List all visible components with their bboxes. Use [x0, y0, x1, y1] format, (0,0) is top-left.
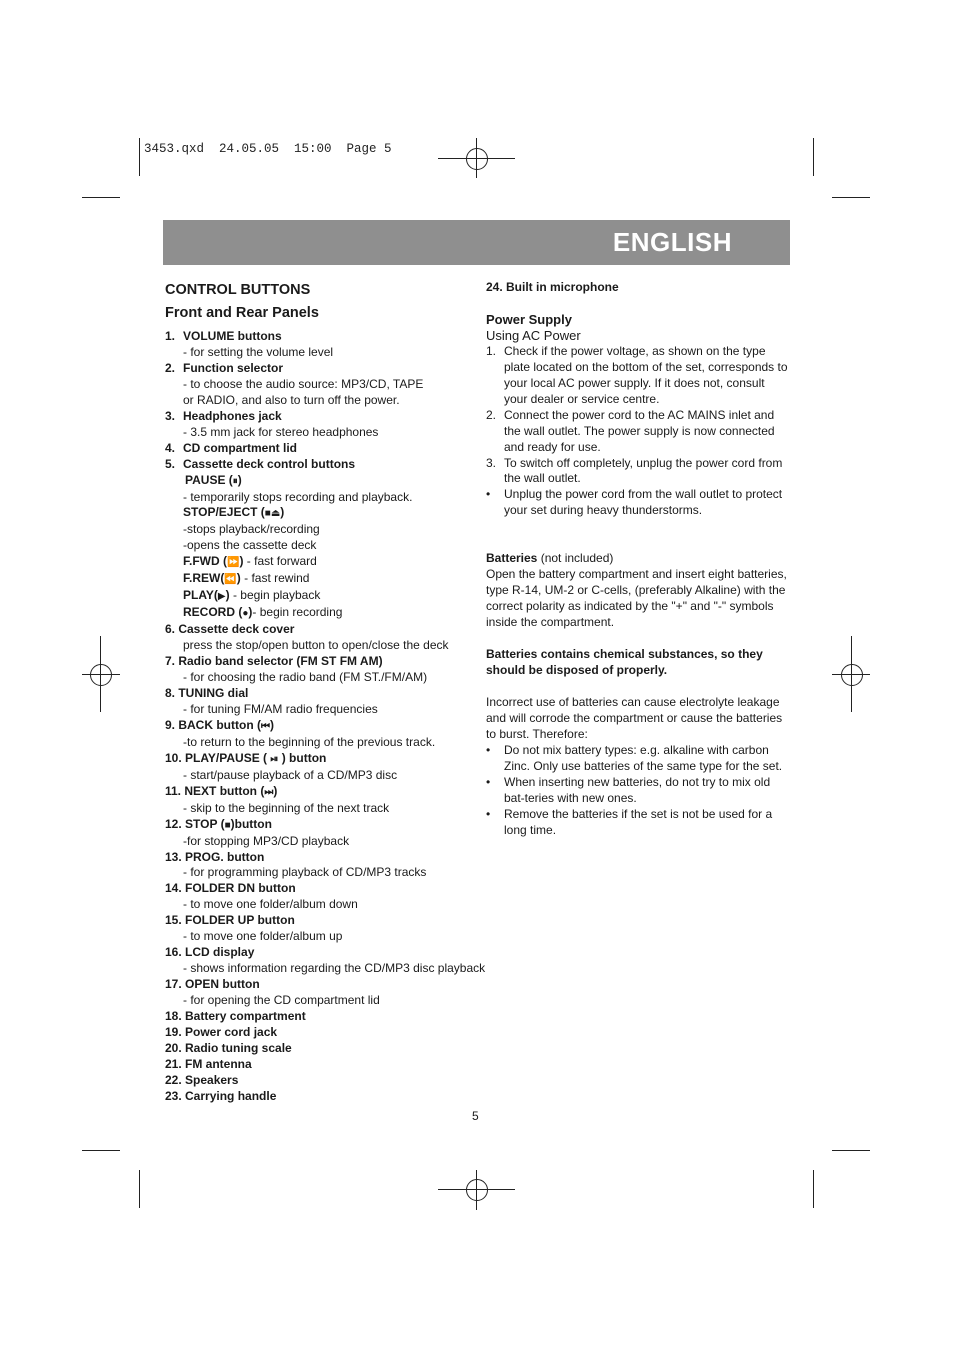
pause-icon: ⏸ [232, 475, 238, 487]
power-supply-subtitle: Using AC Power [486, 327, 581, 343]
item-description: - to move one folder/album down [183, 897, 358, 912]
item-text: Do not mix battery types: e.g. alkaline with carbon Zinc. Only use batteries of the same type for the set. [504, 742, 783, 773]
item-description: or RADIO, and also to turn off the power. [183, 392, 400, 407]
item-label: CD compartment lid [183, 440, 298, 455]
batteries-note: (not included) [537, 551, 614, 566]
item-description: -opens the cassette deck [183, 538, 317, 553]
label-text: F.FWD ( [183, 554, 227, 569]
label-text: ) [273, 783, 278, 798]
item-text: Check if the power voltage, as shown on the type plate located on the bottom of the set, corresponds to your local AC power supply. If it does not, consult your dealer or service centre. [504, 343, 788, 406]
spacer [486, 296, 791, 312]
bullet-item [486, 807, 791, 839]
item-label: VOLUME buttons [183, 329, 282, 343]
label-text: 12. STOP ( [165, 816, 225, 831]
list-item: 19. Power cord jack [165, 1024, 278, 1039]
section-title: CONTROL BUTTONS [165, 282, 311, 298]
label-desc: - begin recording [252, 605, 343, 620]
play-pause-icon: ⏯ [270, 753, 279, 765]
item-number: 1. [165, 329, 176, 343]
stop-icon: ■ [224, 819, 231, 831]
label-text: ) [280, 505, 285, 520]
skip-forward-icon: ⏭ [264, 786, 274, 798]
item-description: - to move one folder/album up [183, 929, 343, 944]
reg-mark-right-circle [841, 664, 863, 686]
list-item [165, 751, 475, 768]
list-item [165, 784, 475, 801]
item-text: Remove the batteries if the set is not be used for a long time. [504, 806, 773, 837]
label-text: 9. BACK button ( [165, 717, 261, 732]
record-label [165, 605, 475, 622]
bullet-item [486, 487, 791, 519]
label-text: PLAY( [183, 588, 218, 603]
spacer [486, 519, 791, 551]
list-item: 14. FOLDER DN button [165, 881, 296, 896]
list-item: 23. Carrying handle [165, 1088, 277, 1103]
item-number: 2. [486, 407, 497, 422]
list-item: 15. FOLDER UP button [165, 913, 295, 928]
label-text: )button [230, 816, 272, 831]
list-item [165, 329, 475, 345]
bullet-icon: • [486, 774, 491, 789]
item-number: 4. [165, 440, 176, 455]
right-column [486, 280, 791, 839]
label-desc: - fast forward [243, 554, 317, 569]
crop-mark-top-right-v [813, 138, 814, 176]
item-description: -to return to the beginning of the previous track. [183, 734, 436, 749]
item-text: To switch off completely, unplug the power cord from the wall outlet. [504, 455, 783, 486]
left-column [165, 280, 486, 1105]
label-text: ) [269, 717, 274, 732]
reg-mark-left-circle [90, 664, 112, 686]
list-item: 18. Battery compartment [165, 1009, 306, 1024]
bullet-icon: • [486, 487, 491, 502]
item-label: Headphones jack [183, 408, 282, 423]
record-icon: ● [242, 608, 249, 620]
power-supply-title: Power Supply [486, 311, 572, 327]
list-item: 21. FM antenna [165, 1056, 252, 1071]
banner-title: ENGLISH [612, 227, 732, 257]
label-text: ) button [278, 750, 327, 765]
item-description: -stops playback/recording [183, 522, 320, 537]
list-item [165, 718, 475, 735]
numbered-item [486, 456, 791, 488]
label-text: ) [237, 472, 242, 487]
item-text: When inserting new batteries, do not try to mix old bat-teries with new ones. [504, 774, 771, 805]
item-number: 2. [165, 360, 176, 375]
spacer [486, 679, 791, 695]
label-text: 10. PLAY/PAUSE ( [165, 750, 271, 765]
label-text: F.REW( [183, 571, 225, 586]
incorrect-use-text: Incorrect use of batteries can cause electrolyte leakage and will corrode the compartment or cause the batteries to burst. Therefore: [486, 695, 783, 741]
item-text: Unplug the power cord from the wall outlet to protect your set during heavy thunderstorms. [504, 487, 783, 518]
label-text: RECORD ( [183, 605, 243, 620]
batteries-heading [486, 551, 791, 567]
crop-mark-top-left-h [82, 197, 120, 198]
label-desc: - fast rewind [240, 571, 310, 586]
item-description: - to choose the audio source: MP3/CD, TAPE [183, 376, 424, 391]
list-item [165, 441, 475, 457]
frew-label [165, 571, 475, 588]
list-item: 7. Radio band selector (FM ST FM AM) [165, 654, 383, 669]
list-item [165, 409, 475, 425]
reg-mark-bottom-circle [466, 1179, 488, 1201]
label-desc: - begin playback [229, 588, 321, 603]
language-banner [163, 220, 790, 265]
crop-mark-top-left-v [139, 138, 140, 176]
reg-mark-top-circle [466, 148, 488, 170]
pause-label [165, 473, 475, 490]
item-description: press the stop/open button to open/close the deck [183, 638, 449, 653]
batteries-warning: Batteries contains chemical substances, so they should be disposed of properly. [486, 647, 763, 678]
crop-mark-bottom-right-h [832, 1150, 870, 1151]
item-number: 3. [486, 455, 497, 470]
item-description: - for choosing the radio band (FM ST./FM/AM) [183, 670, 428, 685]
list-item [165, 361, 475, 377]
list-item [165, 817, 475, 834]
label-text: ) [225, 588, 230, 603]
fast-forward-icon: ⏩ [227, 557, 240, 569]
item-description: - for opening the CD compartment lid [183, 993, 380, 1008]
item-description: - temporarily stops recording and playback. [183, 489, 413, 504]
bullet-icon: • [486, 806, 491, 821]
crop-mark-bottom-right-v [813, 1170, 814, 1208]
item-description: - for tuning FM/AM radio frequencies [183, 701, 378, 716]
rewind-icon: ⏪ [224, 574, 237, 586]
list-item: 8. TUNING dial [165, 685, 249, 700]
item-description: - start/pause playback of a CD/MP3 disc [183, 767, 398, 782]
numbered-item [486, 344, 791, 408]
label-text: ) [248, 605, 253, 620]
label-text: ) [239, 554, 244, 569]
item-description: - for programming playback of CD/MP3 tracks [183, 865, 427, 880]
batteries-text: Open the battery compartment and insert eight batteries, type R-14, UM-2 or C-cells, (preferably Alkaline) with the correct polarity as indicated by the "+" and "-" symbols inside the compartment. [486, 567, 787, 630]
item-description: - shows information regarding the CD/MP3 disc playback [183, 961, 486, 976]
stop-eject-label [165, 505, 475, 522]
bullet-icon: • [486, 742, 491, 757]
list-item [165, 457, 475, 473]
stop-eject-icon: ■⏏ [264, 508, 281, 520]
play-icon: ▶ [217, 591, 226, 603]
bullet-item [486, 775, 791, 807]
page-number: 5 [472, 1109, 479, 1123]
label-text: STOP/EJECT ( [183, 505, 265, 520]
item-description: - for setting the volume level [183, 344, 334, 359]
crop-mark-bottom-left-h [82, 1150, 120, 1151]
list-item: 22. Speakers [165, 1072, 239, 1087]
item-text: Connect the power cord to the AC MAINS inlet and the wall outlet. The power supply is now connected and ready for use. [504, 407, 775, 454]
list-item: 17. OPEN button [165, 977, 260, 992]
list-item: 20. Radio tuning scale [165, 1040, 292, 1055]
spacer [486, 631, 791, 647]
item-number: 5. [165, 456, 176, 471]
item-description: - 3.5 mm jack for stereo headphones [183, 424, 379, 439]
item-description: - skip to the beginning of the next track [183, 800, 390, 815]
batteries-title: Batteries [486, 551, 538, 566]
label-text: ) [236, 571, 241, 586]
item-label: Function selector [183, 360, 284, 375]
print-slug: 3453.qxd 24.05.05 15:00 Page 5 [144, 142, 392, 156]
label-text: PAUSE ( [185, 472, 233, 487]
bullet-item [486, 743, 791, 775]
play-label [165, 588, 475, 605]
list-item: 16. LCD display [165, 945, 255, 960]
item-description: -for stopping MP3/CD playback [183, 833, 350, 848]
crop-mark-bottom-left-v [139, 1170, 140, 1208]
label-text: 11. NEXT button ( [165, 783, 265, 798]
crop-mark-top-right-h [832, 197, 870, 198]
item-label: Cassette deck control buttons [183, 456, 356, 471]
list-item: 24. Built in microphone [486, 280, 619, 294]
list-item: 13. PROG. button [165, 849, 265, 864]
numbered-item [486, 408, 791, 456]
ffwd-label [165, 554, 475, 571]
item-number: 1. [486, 343, 497, 358]
item-number: 3. [165, 408, 176, 423]
section-subtitle: Front and Rear Panels [165, 305, 319, 321]
skip-back-icon: ⏮ [260, 720, 270, 732]
list-item: 6. Cassette deck cover [165, 622, 295, 637]
